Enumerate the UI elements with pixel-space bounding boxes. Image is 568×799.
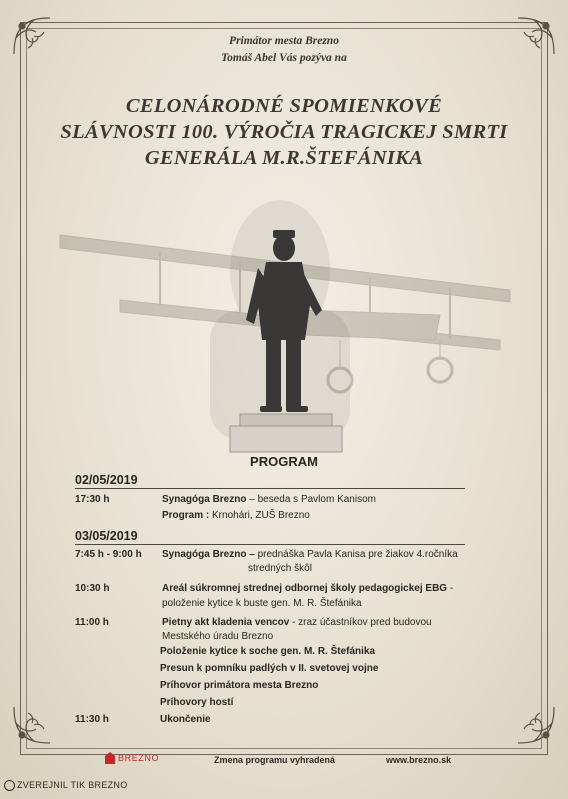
program-change-notice: Zmena programu vyhradená xyxy=(214,755,336,765)
program-heading: PROGRAM xyxy=(250,454,318,469)
event-description-continued: stredných škôl xyxy=(248,563,312,574)
event-time: 11:30 h xyxy=(75,714,109,725)
event-description: Areál súkromnej strednej odbornej školy pedagogickej EBG - xyxy=(162,583,454,594)
event-description: Synagóga Brezno – prednáška Pavla Kanisa pre žiakov 4.ročníka xyxy=(162,549,458,560)
statue-and-biplane-illustration xyxy=(40,190,530,460)
publisher-icon xyxy=(4,780,15,791)
corner-ornament-icon xyxy=(10,701,56,747)
date-day-1: 02/05/2019 xyxy=(75,473,138,487)
event-description: Presun k pomníku padlých v II. svetovej vojne xyxy=(160,663,379,674)
event-description: Program : Krnohári, ZUŠ Brezno xyxy=(162,510,310,521)
event-description: Položenie kytice k soche gen. M. R. Štefánika xyxy=(160,646,376,657)
invitation-line-2: Tomáš Abel Vás pozýva na xyxy=(221,52,347,64)
logo-text: BREZNO xyxy=(118,753,160,763)
date-day-2: 03/05/2019 xyxy=(75,529,138,543)
publisher-note: ZVEREJNIL TIK BREZNO xyxy=(4,780,128,791)
event-time: 10:30 h xyxy=(75,583,110,594)
event-description-continued: položenie kytice k buste gen. M. R. Štefánika xyxy=(162,598,362,609)
title-line-2: SLÁVNOSTI 100. VÝROČIA TRAGICKEJ SMRTI xyxy=(60,121,508,143)
event-time: 7:45 h - 9:00 h xyxy=(75,549,142,560)
website-link[interactable]: www.brezno.sk xyxy=(386,755,452,765)
event-description-continued: Mestského úradu Brezno xyxy=(162,631,274,642)
event-description: Synagóga Brezno – beseda s Pavlom Kanisom xyxy=(162,494,376,505)
title-line-1: CELONÁRODNÉ SPOMIENKOVÉ xyxy=(125,95,443,117)
event-description: Pietny akt kladenia vencov - zraz účastníkov pred budovou xyxy=(162,617,432,628)
corner-ornament-icon xyxy=(512,701,558,747)
brezno-logo xyxy=(104,751,159,765)
invitation-line-1: Primátor mesta Brezno xyxy=(229,35,339,47)
event-description: Ukončenie xyxy=(160,714,211,725)
date-underline xyxy=(75,488,465,489)
event-time: 11:00 h xyxy=(75,617,109,628)
brezno-logo-icon xyxy=(104,751,116,765)
event-time: 17:30 h xyxy=(75,494,110,505)
event-description: Príhovory hostí xyxy=(160,697,234,708)
date-underline xyxy=(75,544,465,545)
title-line-3: GENERÁLA M.R.ŠTEFÁNIKA xyxy=(144,147,424,169)
event-description: Príhovor primátora mesta Brezno xyxy=(160,680,319,691)
